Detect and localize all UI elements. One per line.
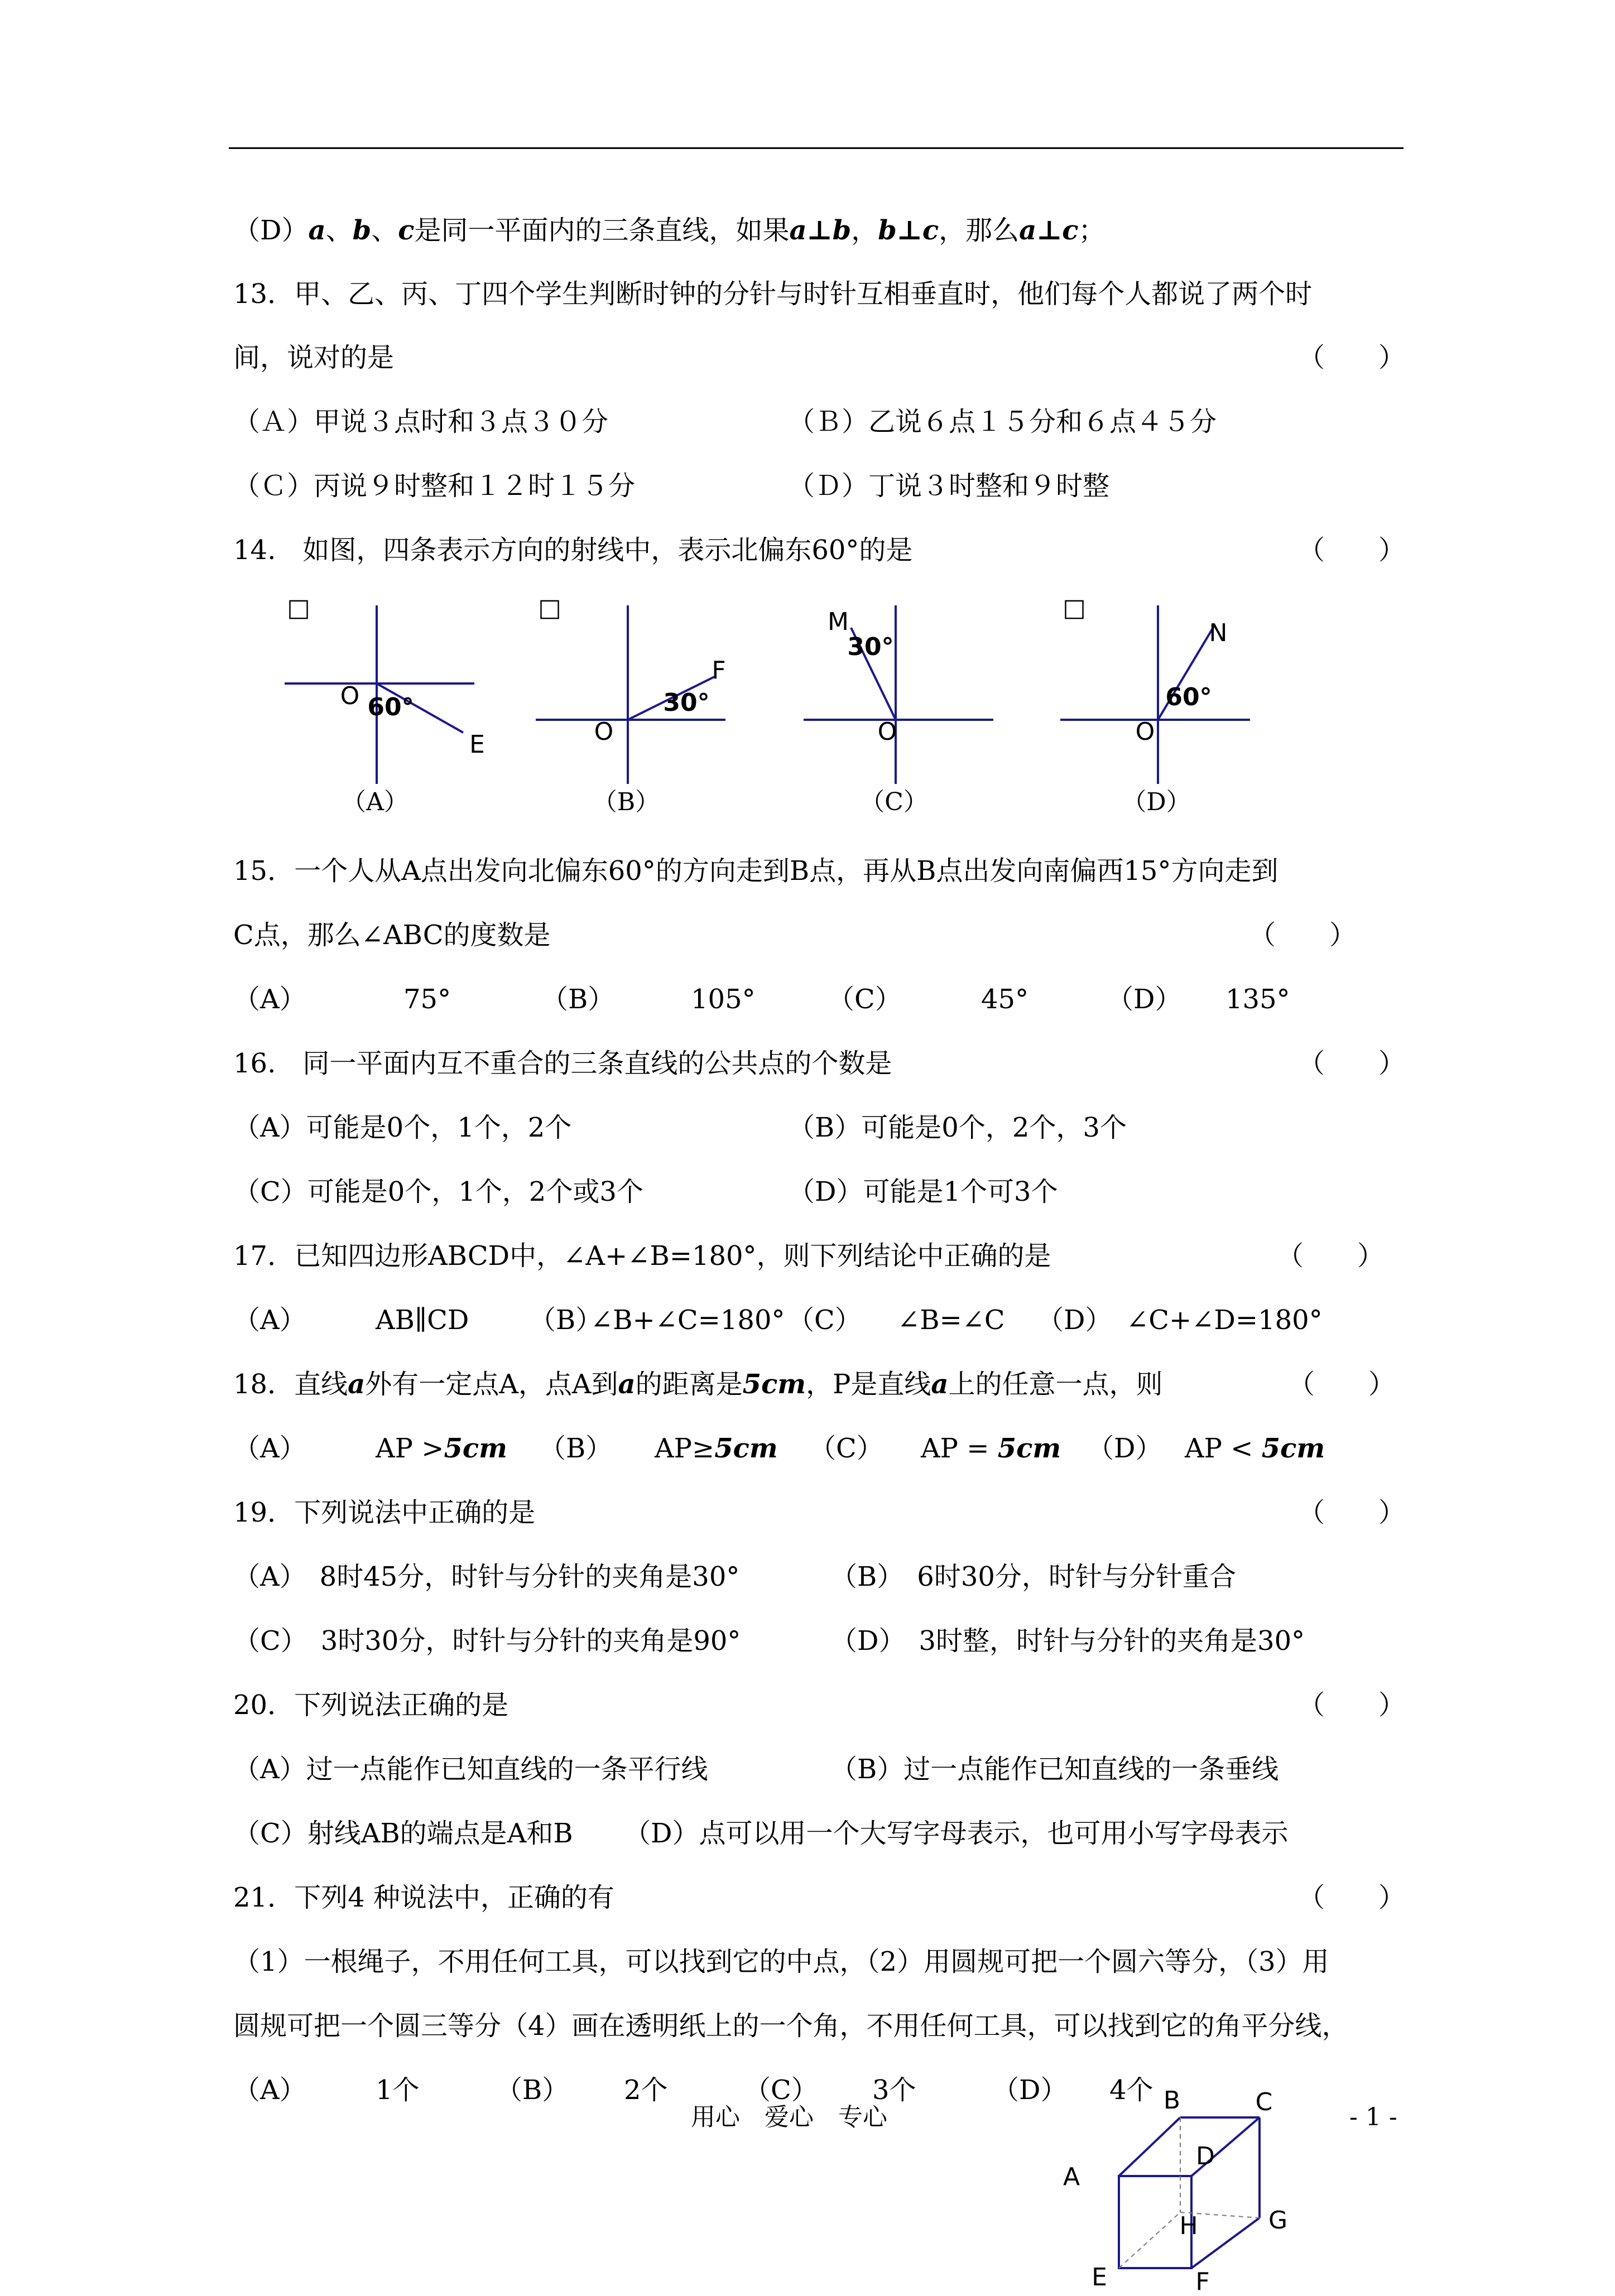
q20-option-c: （C）射线AB的端点是A和B	[233, 1818, 573, 1849]
ray-n-label: N	[1209, 619, 1228, 647]
q14-figure-a	[279, 594, 502, 829]
q13-stem-line2	[233, 334, 1405, 382]
q13-option-c: （Ｃ）丙说９时整和１２时１５分	[233, 470, 636, 502]
separator: ，	[851, 215, 878, 246]
point-o-label: O	[594, 718, 614, 746]
ray-f-label: F	[712, 656, 726, 685]
point-o-label: O	[877, 718, 897, 746]
answer-paren: （ ）	[1249, 920, 1357, 951]
q16-option-c: （C）可能是0个，1个，2个或3个	[233, 1176, 643, 1207]
angle-label: 60°	[367, 693, 414, 721]
q20-stem: 20．下列说法正确的是	[233, 1689, 509, 1721]
separator: ；	[1078, 215, 1105, 246]
q18-option-d-value	[1185, 1424, 1325, 1472]
q19-option-c: （C） 3时30分，时针与分针的夹角是90°	[233, 1625, 741, 1657]
q21-body-line1	[233, 1938, 1405, 1986]
q17-option-c-label: （C）	[787, 1305, 862, 1336]
q18-stem: 的距离是	[635, 1369, 743, 1400]
answer-paren: （ ）	[1277, 1240, 1385, 1272]
q18-option-a-value	[376, 1424, 507, 1472]
q21-stem-line	[233, 1874, 1405, 1922]
relation: AP <	[1185, 1433, 1253, 1464]
q21-option-d-label: （D）	[992, 2074, 1068, 2106]
q21-option-b-value: 2个	[624, 2074, 668, 2106]
q13-option-b: （Ｂ）乙说６点１５分和６点４５分	[788, 406, 1217, 437]
angle-label: 30°	[847, 633, 894, 661]
q13-option-a: （Ａ）甲说３点时和３点３０分	[233, 406, 609, 437]
answer-paren: （ ）	[1297, 342, 1405, 373]
q21-option-c-value: 3个	[872, 2074, 916, 2106]
q20-options-row2	[233, 1809, 1405, 1857]
cube-vertex-f: F	[1195, 2268, 1210, 2296]
cube-vertex-h: H	[1179, 2212, 1198, 2240]
q21-body: （1）一根绳子，不用任何工具，可以找到它的中点，（2）用圆规可把一个圆六等分，（3）用	[233, 1946, 1329, 1977]
q15-option-a-value: 75°	[403, 984, 451, 1015]
q19-option-a: （A） 8时45分，时针与分针的夹角是30°	[233, 1561, 740, 1592]
answer-paren: （ ）	[1297, 1689, 1405, 1721]
point-o-label: O	[340, 682, 360, 710]
q17-option-c-value: ∠B=∠C	[897, 1305, 1005, 1336]
q13-option-d: （Ｄ）丁说３时整和９时整	[788, 470, 1110, 502]
q15-stem: 15．一个人从A点出发向北偏东60°的方向走到B点，再从B点出发向南偏西15°方向走到	[233, 855, 1278, 887]
distance-value: 5cm	[714, 1433, 778, 1464]
q17-option-a-label: （A）	[233, 1305, 306, 1336]
q21-body: 圆规可把一个圆三等分（4）画在透明纸上的一个角，不用任何工具，可以找到它的角平分线，	[233, 2010, 1349, 2042]
q17-option-b-value: ∠B+∠C=180°	[590, 1305, 785, 1336]
figure-caption-c: （C）	[860, 788, 928, 816]
distance-value: 5cm	[1261, 1433, 1325, 1464]
q15-options	[233, 975, 1405, 1023]
q13-stem: 13．甲、乙、丙、丁四个学生判断时钟的分针与时针互相垂直时，他们每个人都说了两个时	[233, 278, 1313, 310]
q17-option-d-label: （D）	[1037, 1305, 1112, 1336]
q20-option-a: （A）过一点能作已知直线的一条平行线	[233, 1754, 708, 1785]
answer-paren: （ ）	[1288, 1369, 1396, 1400]
q21-body-line2	[233, 2002, 1405, 2050]
q15-option-b-value: 105°	[691, 984, 756, 1015]
answer-paren: （ ）	[1297, 1048, 1405, 1079]
relation-a-perp-c: a⊥c	[1019, 215, 1079, 246]
relation: AP≥	[655, 1433, 715, 1464]
q19-options-row1	[233, 1553, 1405, 1601]
var-a: a	[348, 1369, 366, 1400]
q18-options	[233, 1424, 1405, 1472]
q18-option-a-label: （A）	[233, 1433, 306, 1464]
relation: AP >	[376, 1433, 444, 1464]
q21-option-a-value: 1个	[376, 2074, 420, 2106]
q14-stem-line	[233, 526, 1405, 574]
q16-options-row2	[233, 1168, 1405, 1216]
q14-figure-b	[536, 594, 759, 829]
q21-stem: 21．下列4 种说法中，正确的有	[233, 1882, 614, 1913]
var-b: b	[352, 215, 372, 246]
q17-option-a-value: AB∥CD	[376, 1305, 469, 1336]
q20-option-d: （D）点可以用一个大写字母表示，也可用小写字母表示	[624, 1818, 1289, 1849]
north-mark: □	[287, 594, 310, 622]
q13-stem-line1	[233, 270, 1405, 318]
q19-option-d: （D） 3时整，时针与分针的夹角是30°	[830, 1625, 1305, 1657]
q16-stem-line	[233, 1039, 1405, 1087]
q20-options-row1	[233, 1745, 1405, 1793]
q18-option-d-label: （D）	[1087, 1433, 1162, 1464]
q16-option-d: （D）可能是1个可3个	[788, 1176, 1058, 1207]
var-c: c	[398, 215, 415, 246]
relation-b-perp-c: b⊥c	[878, 215, 939, 246]
q15-option-a-label: （A）	[233, 984, 306, 1015]
ray-e-label: E	[469, 730, 485, 759]
angle-label: 60°	[1165, 683, 1212, 711]
header-rule	[229, 147, 1403, 149]
footer-center-text: 用心 爱心 专心	[691, 2103, 887, 2131]
ray-m-label: M	[828, 608, 849, 636]
cube-vertex-g: G	[1268, 2206, 1288, 2235]
var-a: a	[931, 1369, 949, 1400]
q18-stem: 18．直线	[233, 1369, 348, 1400]
q15-option-c-label: （C）	[828, 984, 902, 1015]
q17-options	[233, 1296, 1405, 1344]
q18-option-b-label: （B）	[539, 1433, 613, 1464]
q17-stem: 17．已知四边形ABCD中，∠A+∠B=180°，则下列结论中正确的是	[233, 1240, 1051, 1272]
q15-stem: C点，那么∠ABC的度数是	[233, 920, 551, 951]
q15-option-b-label: （B）	[541, 984, 615, 1015]
q14-stem: 14. 如图，四条表示方向的射线中，表示北偏东60°的是	[233, 535, 913, 566]
answer-paren: （ ）	[1297, 1497, 1405, 1528]
q21-option-a-label: （A）	[233, 2074, 306, 2106]
q16-option-b: （B）可能是0个，2个，3个	[788, 1112, 1127, 1143]
cube-vertex-c: C	[1255, 2088, 1273, 2116]
q15-option-c-value: 45°	[981, 984, 1029, 1015]
q15-stem-line2	[233, 911, 1405, 959]
separator: 、	[325, 215, 353, 246]
q18-option-c-value	[921, 1424, 1061, 1472]
cube-vertex-e: E	[1092, 2263, 1107, 2292]
q15-option-d-value: 135°	[1225, 984, 1290, 1015]
cube-vertex-d: D	[1196, 2142, 1215, 2170]
relation: AP =	[921, 1433, 989, 1464]
q17-option-d-value: ∠C+∠D=180°	[1126, 1305, 1323, 1336]
q15-option-d-label: （D）	[1107, 984, 1182, 1015]
q18-stem: 外有一定点A，点A到	[365, 1369, 618, 1400]
q20-stem-line	[233, 1681, 1405, 1729]
q19-stem: 19．下列说法中正确的是	[233, 1497, 536, 1528]
north-mark: □	[1063, 594, 1086, 622]
q18-option-b-value	[655, 1424, 778, 1472]
q13-options-row1	[233, 398, 1405, 446]
answer-paren: （ ）	[1297, 535, 1405, 566]
page-number: - 1 -	[1349, 2103, 1397, 2131]
q16-options-row1	[233, 1104, 1405, 1152]
relation-a-perp-b: a⊥b	[789, 215, 852, 246]
q19-option-b: （B） 6时30分，时针与分针重合	[830, 1561, 1236, 1592]
figure-caption-d: （D）	[1122, 788, 1191, 816]
cube-vertex-b: B	[1163, 2086, 1181, 2115]
north-mark: □	[538, 594, 561, 622]
q13-options-row2	[233, 462, 1405, 510]
cube-svg	[1094, 2101, 1328, 2284]
var-a: a	[308, 215, 326, 246]
q18-option-c-label: （C）	[809, 1433, 883, 1464]
q21-option-c-label: （C）	[744, 2074, 818, 2106]
distance-value: 5cm	[742, 1369, 806, 1400]
q18-stem: 上的任意一点，则	[948, 1369, 1163, 1400]
figure-caption-b: （B）	[592, 788, 660, 816]
distance-value: 5cm	[444, 1433, 507, 1464]
separator: 、	[371, 215, 398, 246]
q12-d-prefix: （D）	[233, 215, 309, 246]
q16-option-a: （A）可能是0个，1个，2个	[233, 1112, 572, 1143]
q19-options-row2	[233, 1617, 1405, 1665]
q21-option-d-value: 4个	[1109, 2074, 1153, 2106]
q12-option-d	[233, 206, 1405, 254]
angle-label: 30°	[663, 689, 710, 717]
q12-text: ，那么	[939, 215, 1020, 246]
q15-stem-line1	[233, 847, 1405, 895]
q14-figure-d	[1060, 594, 1284, 829]
q12-text: 是同一平面内的三条直线，如果	[414, 215, 790, 246]
q17-option-b-label: （B）	[529, 1305, 603, 1336]
q13-stem: 间，说对的是	[233, 342, 395, 373]
q16-stem: 16. 同一平面内互不重合的三条直线的公共点的个数是	[233, 1048, 892, 1079]
q19-stem-line	[233, 1489, 1405, 1537]
q14-figure-c	[804, 594, 1027, 829]
q20-option-b: （B）过一点能作已知直线的一条垂线	[830, 1754, 1279, 1785]
q17-stem-line	[233, 1232, 1405, 1280]
q18-stem-line	[233, 1360, 1405, 1408]
point-o-label: O	[1135, 718, 1155, 746]
cube-vertex-a: A	[1063, 2163, 1080, 2191]
q21-option-b-label: （B）	[496, 2074, 569, 2106]
distance-value: 5cm	[997, 1433, 1061, 1464]
answer-paren: （ ）	[1297, 1882, 1405, 1913]
figure-caption-a: （A）	[342, 788, 408, 816]
q18-stem: ，P是直线	[806, 1369, 931, 1400]
var-a: a	[618, 1369, 636, 1400]
